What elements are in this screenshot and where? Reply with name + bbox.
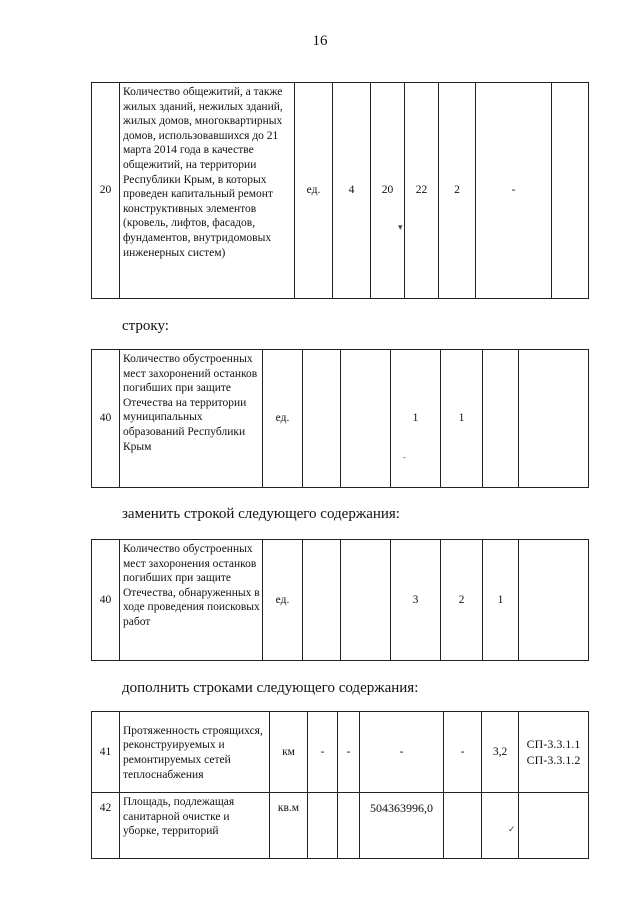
value-cell-4: 2: [439, 83, 476, 299]
value-cell-2: [341, 350, 391, 488]
paragraph-replace: заменить строкой следующего содержания:: [122, 506, 400, 522]
value-cell-5: -: [476, 83, 552, 299]
row-number: 40: [92, 540, 120, 661]
indicator-name: Протяженность строящихся, реконструируемых и ремонтируемых сетей теплоснабжения: [120, 712, 270, 793]
row-number: 42: [92, 793, 120, 859]
code-cell: [519, 793, 589, 859]
code-cell: [519, 712, 589, 793]
table-rows-41-42: [91, 711, 589, 859]
unit-cell: кв.м: [270, 793, 308, 859]
indicator-name: Количество обустроенных мест захоронений останков погибших при защите Отечества на территории муниципальных образований Республики Крым: [120, 350, 263, 488]
value-cell-3: [391, 350, 441, 488]
value-cell-4: [444, 793, 482, 859]
value-cell-1: -: [308, 712, 338, 793]
code-line-1: СП-3.3.1.1: [526, 737, 581, 751]
value-cell-2: 20: [371, 83, 405, 299]
value-cell-3: 22: [405, 83, 439, 299]
indicator-name: Площадь, подлежащая санитарной очистке и уборке, территорий: [120, 793, 270, 859]
indicator-name: Количество обустроенных мест захоронения останков погибших при защите Отечества, обнаруженных в ходе проведения поисковых работ: [120, 540, 263, 661]
value-cell-6: [519, 540, 589, 661]
row-number: 20: [92, 83, 120, 299]
value-cell-2: [338, 793, 360, 859]
value-cell-3-mark: -: [403, 452, 406, 462]
value-cell-3: -: [360, 712, 444, 793]
value-cell-1: [303, 350, 341, 488]
page-number: 16: [312, 33, 328, 49]
value-cell-4: 2: [441, 540, 483, 661]
paragraph-add: дополнить строками следующего содержания:: [122, 680, 419, 696]
value-cell-3-text: 1: [412, 412, 419, 425]
table-row-40-new: [91, 539, 589, 661]
indicator-name: Количество общежитий, а также жилых зданий, нежилых зданий, жилых домов, многоквартирных домов, использовавшихся до 21 марта 2014 года в качестве общежитий, на территории Республики Крым, в которых проведен капитальный ремонт конструктивных элементов (кровель, лифтов, фасадов, фундаментов, внутридомовых инженерных систем): [120, 83, 295, 299]
row-number: 41: [92, 712, 120, 793]
table-row-40-old: [91, 349, 589, 488]
row-number: 40: [92, 350, 120, 488]
value-cell-1: [308, 793, 338, 859]
value-cell-6: [552, 83, 589, 299]
value-cell-1: [303, 540, 341, 661]
value-cell-1: 4: [333, 83, 371, 299]
table-row-20: [91, 82, 589, 299]
value-cell-5: 1: [483, 540, 519, 661]
unit-cell: ед.: [263, 350, 303, 488]
value-cell-4: 1: [441, 350, 483, 488]
scan-mark: ▾: [398, 222, 403, 232]
unit-cell: км: [270, 712, 308, 793]
value-cell-3: 504363996,0: [360, 793, 444, 859]
value-cell-5: 3,2: [482, 712, 519, 793]
value-cell-2: [341, 540, 391, 661]
value-cell-6: [519, 350, 589, 488]
unit-cell: ед.: [263, 540, 303, 661]
unit-cell: ед.: [295, 83, 333, 299]
paragraph-stroku: строку:: [122, 318, 169, 334]
scan-mark: ✓: [508, 824, 516, 834]
code-line-2: СП-3.3.1.2: [526, 753, 581, 767]
value-cell-4: -: [444, 712, 482, 793]
value-cell-3: 3: [391, 540, 441, 661]
value-cell-2: -: [338, 712, 360, 793]
value-cell-5: [483, 350, 519, 488]
